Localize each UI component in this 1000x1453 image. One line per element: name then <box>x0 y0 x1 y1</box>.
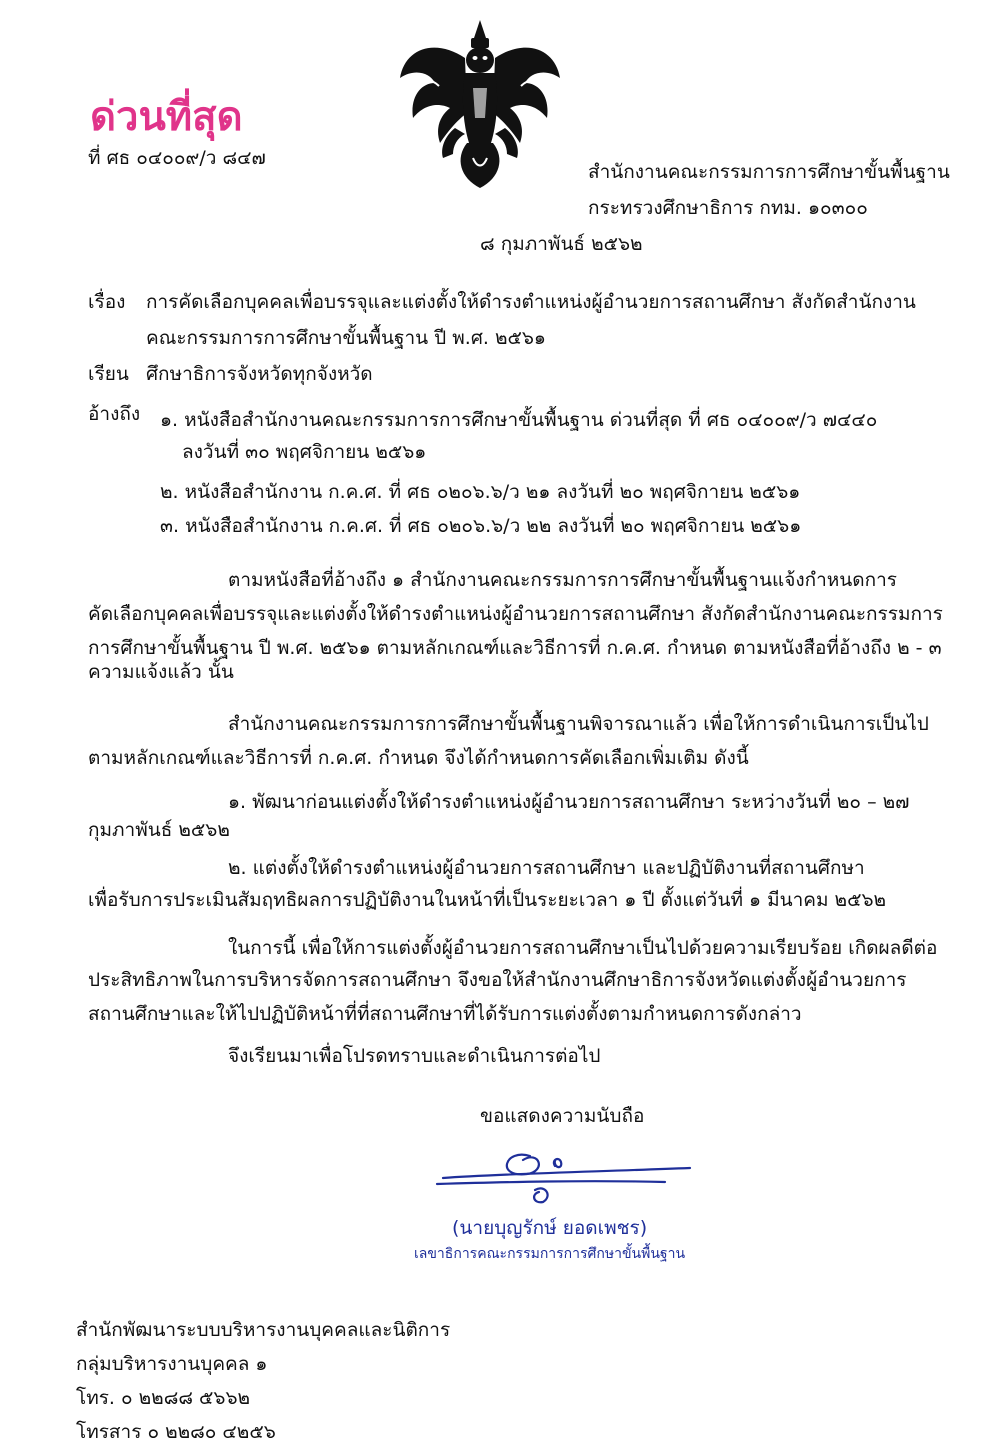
addressee-label: เรียน <box>88 363 129 385</box>
body-line: สำนักงานคณะกรรมการการศึกษาขั้นพื้นฐานพิจารณาแล้ว เพื่อให้การดำเนินการเป็นไป <box>228 713 929 735</box>
subject-line-2: คณะกรรมการการศึกษาขั้นพื้นฐาน ปี พ.ศ. ๒๕๖๑ <box>146 327 546 349</box>
body-line: ตามหลักเกณฑ์และวิธีการที่ ก.ค.ศ. กำหนด จึงได้กำหนดการคัดเลือกเพิ่มเติม ดังนี้ <box>88 747 749 769</box>
garuda-emblem-icon <box>395 18 565 190</box>
body-line: ในการนี้ เพื่อให้การแต่งตั้งผู้อำนวยการสถานศึกษาเป็นไปด้วยความเรียบร้อย เกิดผลดีต่อ <box>228 937 938 959</box>
document-date: ๘ กุมภาพันธ์ ๒๕๖๒ <box>480 233 643 255</box>
schedule-item: กุมภาพันธ์ ๒๕๖๒ <box>88 819 230 841</box>
schedule-item: ๑. พัฒนาก่อนแต่งตั้งให้ดำรงตำแหน่งผู้อำนวยการสถานศึกษา ระหว่างวันที่ ๒๐ – ๒๗ <box>228 791 910 813</box>
office-name: สำนักงานคณะกรรมการการศึกษาขั้นพื้นฐาน <box>588 161 950 183</box>
handwritten-signature-icon <box>435 1138 695 1208</box>
footer-line: กลุ่มบริหารงานบุคคล ๑ <box>76 1353 268 1375</box>
reference-item: ๒. หนังสือสำนักงาน ก.ค.ศ. ที่ ศธ ๐๒๐๖.๖/ว ๒๑ ลงวันที่ ๒๐ พฤศจิกายน ๒๕๖๑ <box>160 481 801 503</box>
closing-request: จึงเรียนมาเพื่อโปรดทราบและดำเนินการต่อไป <box>228 1045 601 1067</box>
addressee-text: ศึกษาธิการจังหวัดทุกจังหวัด <box>146 363 373 385</box>
footer-line: สำนักพัฒนาระบบบริหารงานบุคคลและนิติการ <box>76 1319 451 1341</box>
body-line: การศึกษาขั้นพื้นฐาน ปี พ.ศ. ๒๕๖๑ ตามหลักเกณฑ์และวิธีการที่ ก.ค.ศ. กำหนด ตามหนังสือที่อ้างถึง ๒ - ๓ <box>88 637 942 659</box>
subject-line-1: การคัดเลือกบุคคลเพื่อบรรจุและแต่งตั้งให้ดำรงตำแหน่งผู้อำนวยการสถานศึกษา สังกัดสำนักงาน <box>146 291 916 313</box>
footer-line: โทรสาร ๐ ๒๒๘๐ ๔๒๕๖ <box>76 1421 276 1443</box>
body-line: คัดเลือกบุคคลเพื่อบรรจุและแต่งตั้งให้ดำรงตำแหน่งผู้อำนวยการสถานศึกษา สังกัดสำนักงานคณะกรรมการ <box>88 603 943 625</box>
reference-item: ลงวันที่ ๓๐ พฤศจิกายน ๒๕๖๑ <box>182 441 427 463</box>
signatory-name: (นายบุญรักษ์ ยอดเพชร) <box>452 1217 648 1239</box>
body-line: ตามหนังสือที่อ้างถึง ๑ สำนักงานคณะกรรมการการศึกษาขั้นพื้นฐานแจ้งกำหนดการ <box>228 569 898 591</box>
document-number: ที่ ศธ ๐๔๐๐๙/ว ๘๔๗ <box>88 147 266 169</box>
reference-item: ๑. หนังสือสำนักงานคณะกรรมการการศึกษาขั้นพื้นฐาน ด่วนที่สุด ที่ ศธ ๐๔๐๐๙/ว ๗๔๔๐ <box>160 409 878 431</box>
closing-salutation: ขอแสดงความนับถือ <box>480 1105 645 1127</box>
body-line: ความแจ้งแล้ว นั้น <box>88 661 234 683</box>
body-line: ประสิทธิภาพในการบริหารจัดการสถานศึกษา จึงขอให้สำนักงานศึกษาธิการจังหวัดแต่งตั้งผู้อำนวยการ <box>88 969 907 991</box>
reference-item: ๓. หนังสือสำนักงาน ก.ค.ศ. ที่ ศธ ๐๒๐๖.๖/ว ๒๒ ลงวันที่ ๒๐ พฤศจิกายน ๒๕๖๑ <box>160 515 802 537</box>
schedule-item: ๒. แต่งตั้งให้ดำรงตำแหน่งผู้อำนวยการสถานศึกษา และปฏิบัติงานที่สถานศึกษา <box>228 857 865 879</box>
reference-label: อ้างถึง <box>88 403 141 425</box>
signatory-position: เลขาธิการคณะกรรมการการศึกษาขั้นพื้นฐาน <box>414 1246 686 1262</box>
subject-label: เรื่อง <box>88 291 126 313</box>
schedule-item: เพื่อรับการประเมินสัมฤทธิผลการปฏิบัติงานในหน้าที่เป็นระยะเวลา ๑ ปี ตั้งแต่วันที่ ๑ มีนาคม ๒๕๖๒ <box>88 889 887 911</box>
urgency-stamp: ด่วนที่สุด <box>90 94 243 140</box>
footer-line: โทร. ๐ ๒๒๘๘ ๕๖๖๒ <box>76 1387 251 1409</box>
office-address: กระทรวงศึกษาธิการ กทม. ๑๐๓๐๐ <box>588 197 868 219</box>
body-line: สถานศึกษาและให้ไปปฏิบัติหน้าที่ที่สถานศึกษาที่ได้รับการแต่งตั้งตามกำหนดการดังกล่าว <box>88 1003 802 1025</box>
